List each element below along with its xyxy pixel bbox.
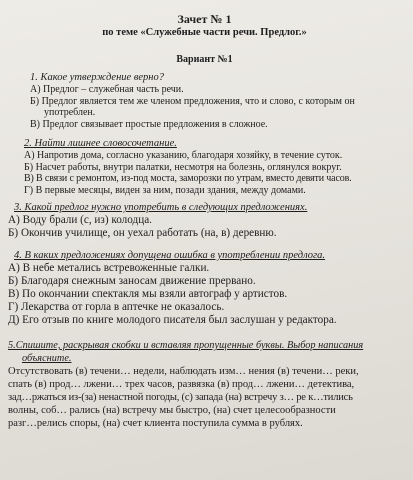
task-4-option-c: В) По окончании спектакля мы взяли автограф у артистов. bbox=[8, 288, 288, 300]
variant-label: Вариант №1 bbox=[176, 54, 233, 65]
task-1-option-b: Б) Предлог является тем же членом предложения, что и слово, с которым он bbox=[30, 95, 355, 107]
task-1-question: 1. Какое утверждение верно? bbox=[30, 72, 165, 83]
task-1-option-b-cont: употреблен. bbox=[44, 107, 96, 118]
task-4 bbox=[4, 250, 405, 327]
task-5-question: 5.Спишите, раскрывая скобки и вставляя пропущенные буквы. Выбор написания bbox=[8, 340, 364, 351]
task-1-option-a: А) Предлог – служебная часть речи. bbox=[30, 84, 184, 95]
task-4-question: 4. В каких предложениях допущена ошибка в употреблении предлога. bbox=[14, 250, 326, 261]
header bbox=[4, 12, 405, 66]
task-5-question-cont: объясните. bbox=[22, 353, 72, 364]
task-5-line-2: спать (в) прод… лжени… трех часов, развязка (в) прод… лжени… детектива, bbox=[8, 379, 355, 390]
task-3-option-a: А) Воду брали (с, из) колодца. bbox=[8, 214, 152, 226]
task-4-option-e: Д) Его отзыв по книге молодого писателя был заслушан у редактора. bbox=[8, 314, 337, 326]
task-2 bbox=[4, 138, 405, 196]
task-1-option-c: В) Предлог связывает простые предложения в сложное. bbox=[30, 118, 268, 130]
task-3 bbox=[4, 202, 405, 240]
task-3-option-b: Б) Окончив училище, он уехал работать (на, в) деревню. bbox=[8, 227, 277, 239]
task-2-option-a: А) Напротив дома, согласно указанию, благодаря хозяйку, в течение суток. bbox=[24, 150, 343, 161]
task-1 bbox=[4, 72, 405, 130]
task-5 bbox=[4, 339, 405, 430]
task-4-option-d: Г) Лекарства от горла в аптечке не оказалось. bbox=[8, 301, 225, 313]
task-5-line-4: волны, соб… рались (на) встречу мы быстро, (на) счет целесообразности bbox=[8, 405, 336, 416]
page-subtitle: по теме «Служебные части речи. Предлог.» bbox=[102, 27, 307, 38]
task-2-option-b: Б) Насчет работы, внутри палатки, несмотря на болезнь, оглянулся вокруг. bbox=[24, 161, 342, 173]
task-5-line-5: разг…релись споры, (на) счет клиента поступила сумма в рублях. bbox=[8, 418, 303, 429]
task-3-question: 3. Какой предлог нужно употребить в следующих предложениях. bbox=[14, 202, 308, 213]
task-5-line-1: Отсутствовать (в) течени… недели, наблюдать изм… нения (в) течени… реки, bbox=[8, 366, 359, 377]
task-2-option-d: Г) В первые месяцы, виден за ним, позади здания, между домами. bbox=[24, 184, 306, 196]
task-5-line-3: зад…ржаться из-(за) ненастной погоды, (с) запада (на) встречу з… ре к…тились bbox=[8, 392, 353, 403]
task-4-option-b: Б) Благодаря снежным заносам движение прервано. bbox=[8, 275, 256, 287]
task-2-option-c: В) В связи с ремонтом, из-под моста, заморозки по утрам, вместо девяти часов. bbox=[24, 173, 352, 184]
task-4-option-a: А) В небе метались встревоженные галки. bbox=[8, 262, 210, 274]
task-2-question: 2. Найти лишнее словосочетание. bbox=[24, 138, 177, 149]
page-title: Зачет № 1 bbox=[177, 12, 232, 26]
